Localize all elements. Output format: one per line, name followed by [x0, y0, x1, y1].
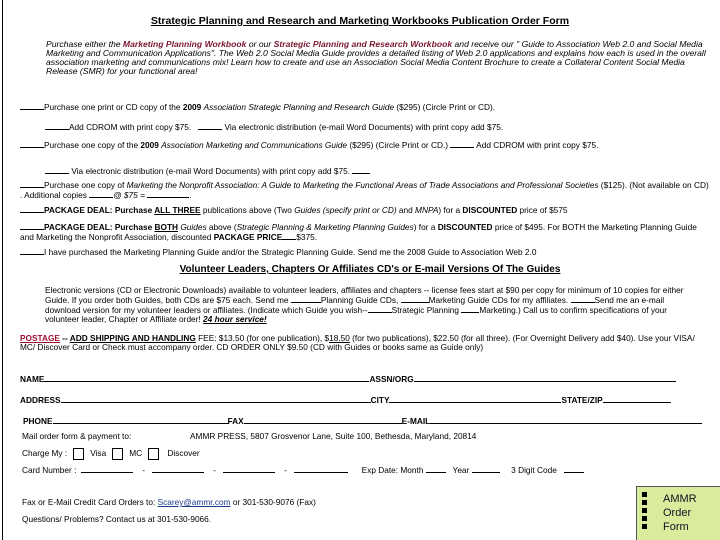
fill-in-blank[interactable]	[44, 374, 369, 382]
blank[interactable]	[401, 295, 429, 303]
text-segment: ASSN/ORG	[369, 374, 414, 384]
text-segment: Association Marketing and Communications Guide	[161, 140, 348, 150]
text-segment: Add CDROM with print copy $75.	[474, 140, 599, 150]
order-line-strategic-options	[45, 122, 503, 132]
text-segment: STATE/ZIP	[561, 395, 603, 405]
order-line-marketing-electronic	[45, 166, 370, 176]
phone-field[interactable]	[23, 416, 702, 426]
text-segment: Purchase one copy of the	[44, 140, 141, 150]
page-title: Strategic Planning and Research and Marketing Workbooks Publication Order Form	[150, 15, 570, 27]
text-segment: Marketing Guide CDs for my affiliates.	[428, 295, 571, 305]
intro-text: Purchase either the	[46, 39, 123, 49]
text-segment: PACKAGE DEAL: Purchase	[44, 222, 155, 232]
text-segment: Order	[663, 507, 692, 519]
text-segment: Electronic versions (CD or Electronic Downloads) available to volunteer leaders, affiliates and chapters -- license fees start at $90 per copy for minimum of 10 copies for either Guide. If you order both Guides, both CDs are $75 each. Send me	[45, 285, 684, 305]
cdrom-blank[interactable]	[45, 122, 69, 130]
text-segment: 18.50	[329, 333, 350, 343]
blank[interactable]	[291, 295, 321, 303]
text-segment: ($295) (Circle Print or CD.)	[347, 140, 451, 150]
text-segment: ) for a	[438, 205, 463, 215]
text-segment: Year	[452, 465, 470, 475]
text-segment: Visa	[90, 448, 107, 459]
copies-blank[interactable]	[89, 190, 113, 198]
text-segment: CITY	[370, 395, 390, 405]
text-segment: PACKAGE PRICE	[213, 232, 283, 242]
text-segment: Strategic Planning	[391, 305, 462, 315]
fill-in-blank[interactable]	[61, 395, 371, 403]
text-segment: -	[142, 465, 146, 475]
text-segment: 24 hour service!	[203, 314, 267, 324]
text-segment: Charge My :	[22, 448, 68, 459]
text-segment: and	[396, 205, 416, 215]
intro-text: or our	[246, 39, 274, 49]
text-segment: 2009	[182, 102, 202, 112]
text-segment: @ $75 =	[113, 190, 148, 200]
card-row	[22, 465, 584, 475]
mail-address: AMMR PRESS, 5807 Grosvenor Lane, Suite 100, Bethesda, Maryland, 20814	[190, 431, 477, 441]
quantity-blank[interactable]	[20, 102, 44, 110]
text-segment: Form	[663, 521, 689, 533]
text-segment: price of $495. For BOTH the Marketing Planning Guide and Marketing the Nonprofit Association, discounted	[20, 222, 697, 242]
text-segment: Planning Guide CDs,	[320, 295, 401, 305]
text-segment: (for two publications), $22.50 (for all three). (For Overnight Delivery add $40). Use your VISA/ MC/ Discover Card or Check must accompany order. CD ORDER ONLY $9.50 (CD with Guides or books same as Guide only)	[20, 333, 695, 352]
text-segment: Exp Date: Month	[361, 465, 424, 475]
text-segment: MC	[129, 448, 143, 459]
text-segment: Marketing.) Call us to confirm specifications of your volunteer leader, Chapter or Affiliate order!	[45, 305, 668, 324]
discover-checkbox[interactable]	[148, 448, 159, 460]
text-segment: FEE: $13.50 (for one publication), $	[195, 333, 330, 343]
fill-in-blank[interactable]	[430, 416, 702, 424]
text-segment: Guides	[178, 222, 207, 232]
text-segment: 2009	[140, 140, 159, 150]
blank[interactable]	[368, 305, 392, 313]
text-segment: $375.	[296, 232, 318, 242]
text-segment: Discover	[167, 448, 200, 459]
text-segment: Marketing the Nonprofit Association: A Guide to Marketing the Functional Areas of Trade Associations and Professional Societies	[126, 180, 599, 190]
quantity-blank[interactable]	[20, 140, 44, 148]
text-segment: MNPA	[415, 205, 439, 215]
text-segment: ALL THREE	[154, 205, 201, 215]
text-segment: Strategic Planning & Marketing Planning Guides	[236, 222, 414, 232]
mc-checkbox[interactable]	[112, 448, 123, 460]
binding-icon	[642, 492, 647, 532]
marketing-workbook-link: Marketing Planning Workbook	[122, 39, 247, 49]
text-segment: or 301-530-9076 (Fax)	[230, 497, 316, 507]
text-segment: FAX	[227, 416, 244, 426]
blank[interactable]	[352, 166, 370, 174]
card-number-field[interactable]	[223, 465, 275, 473]
text-segment: E-MAIL	[401, 416, 431, 426]
electronic-blank[interactable]	[198, 122, 222, 130]
text-segment: NAME	[20, 374, 45, 384]
text-segment: Card Number :	[22, 465, 77, 475]
card-number-field[interactable]	[294, 465, 348, 473]
text-segment: Fax or E-Mail Credit Card Orders to:	[22, 497, 158, 507]
email-link[interactable]: Scarey@ammr.com	[157, 497, 231, 507]
mail-to-label: Mail order form & payment to:	[22, 431, 132, 441]
text-segment: ) for a	[413, 222, 438, 232]
text-segment: Add CDROM with print copy $75.	[69, 122, 192, 132]
text-segment: ADDRESS	[20, 395, 61, 405]
quantity-blank[interactable]	[20, 180, 44, 188]
order-line-strategic-guide	[20, 102, 495, 112]
fill-in-blank[interactable]	[414, 374, 676, 382]
card-number-field[interactable]	[152, 465, 204, 473]
cdrom-blank[interactable]	[450, 140, 474, 148]
order-line-nonprofit-book: Purchase one copy of Marketing the Nonprofit Association: A Guide to Marketing the Functional Areas of Trade Associations and Professional Societies ($125). (Not available on CD) . Additional copies @ $75 = .	[20, 180, 709, 200]
card-number-field[interactable]	[81, 465, 133, 473]
questions-line: Questions/ Problems? Contact us at 301-530-9066.	[22, 514, 212, 524]
text-segment: POSTAGE	[20, 333, 60, 343]
fill-in-blank[interactable]	[603, 395, 671, 403]
electronic-blank[interactable]	[45, 166, 69, 174]
text-segment: DISCOUNTED	[462, 205, 518, 215]
text-segment: Purchase one print or CD copy of the	[44, 102, 183, 112]
volunteer-heading: Volunteer Leaders, Chapters Or Affiliates CD's or E-mail Versions Of The Guides	[179, 264, 561, 275]
quantity-blank[interactable]	[20, 247, 44, 255]
text-segment: ADD SHIPPING AND HANDLING	[69, 333, 196, 343]
text-segment: price of $575	[517, 205, 568, 215]
text-segment: -	[213, 465, 216, 475]
text-segment: Guides (specify print or CD)	[294, 205, 397, 215]
blank[interactable]	[461, 305, 479, 313]
intro-text: and receive our " Guide to Association Web 2.0 and Social Media Marketing and Communication Applications". The Web 2.0 Social Media Guide provides a detailed listing of Web 2.0 applications and explains how each is used in the overall association marketing and communications mix! Learn how to create and use an Association Social Media Content Brochure to create a Collateral Content Social Media Release (SMR) for your functional area!	[46, 39, 706, 76]
text-segment: -	[284, 465, 287, 475]
text-segment: 3 Digit Code	[511, 465, 557, 475]
text-segment: AMMR	[663, 493, 697, 505]
fill-in-blank[interactable]	[53, 416, 228, 424]
package-deal-both	[20, 222, 710, 242]
volunteer-paragraph	[45, 286, 700, 324]
text-segment: PACKAGE DEAL: Purchase	[44, 205, 155, 215]
order-line-marketing-guide	[20, 140, 710, 150]
charge-row	[22, 448, 200, 460]
blank[interactable]	[571, 295, 595, 303]
quantity-blank[interactable]	[20, 222, 44, 230]
quantity-blank[interactable]	[20, 205, 44, 213]
text-segment: above (	[206, 222, 237, 232]
text-segment: I have purchased the Marketing Planning Guide and/or the Strategic Planning Guide. Send me the 2008 Guide to Association Web 2.0	[44, 247, 537, 257]
note-text	[663, 492, 697, 534]
total-blank[interactable]	[147, 190, 189, 198]
text-segment: Purchase one copy of	[44, 180, 127, 190]
text-segment: publications above (Two	[200, 205, 295, 215]
text-segment: ($125). (Not available on CD) . Additional copies	[20, 180, 709, 200]
blank[interactable]	[282, 232, 296, 240]
sticky-note-order-form[interactable]	[636, 486, 720, 540]
address-field[interactable]	[20, 395, 671, 405]
intro-paragraph	[46, 40, 711, 76]
text-segment: Via electronic distribution (e-mail Word Documents) with print copy add $75.	[224, 122, 504, 132]
package-deal-all-three	[20, 205, 568, 215]
cvv-field[interactable]	[564, 465, 584, 473]
visa-checkbox[interactable]	[73, 448, 84, 460]
text-segment: Association Strategic Planning and Research Guide	[203, 102, 395, 112]
fill-in-blank[interactable]	[244, 416, 402, 424]
text-segment: --	[59, 333, 70, 343]
text-segment: DISCOUNTED	[437, 222, 493, 232]
fill-in-blank[interactable]	[389, 395, 561, 403]
exp-year-field[interactable]	[472, 465, 500, 473]
fax-email-line	[22, 498, 316, 507]
text-segment: PHONE	[23, 416, 53, 426]
exp-month-field[interactable]	[426, 465, 446, 473]
text-segment: ($295) (Circle Print or CD).	[394, 102, 496, 112]
postage-paragraph	[20, 334, 710, 352]
text-segment: Send me an e-mail download version for my volunteer leaders or affiliates. (Indicate which Guide you wish--	[45, 295, 665, 315]
text-segment: BOTH	[154, 222, 179, 232]
text-segment: Via electronic distribution (e-mail Word Documents) with print copy add $75.	[71, 166, 350, 176]
name-field[interactable]	[20, 374, 676, 384]
strategic-workbook-link: Strategic Planning and Research Workbook	[273, 39, 453, 49]
web-guide-line	[20, 247, 536, 257]
